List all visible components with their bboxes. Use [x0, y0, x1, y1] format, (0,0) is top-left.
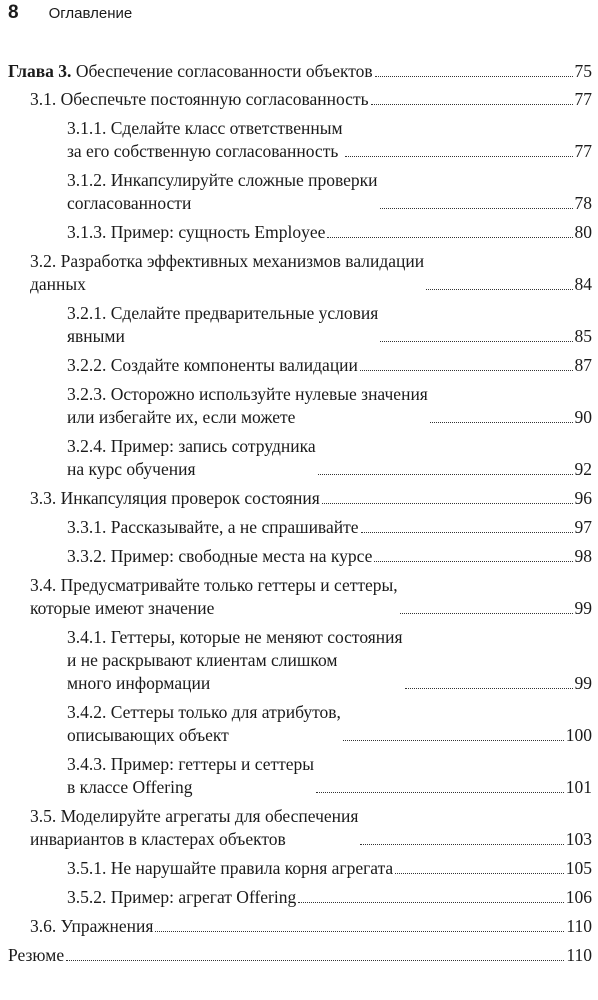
toc-page-number: 99	[574, 598, 592, 618]
toc-page-number: 75	[574, 61, 592, 81]
toc-entry-text: 3.1.2. Инкапсулируйте сложные проверки	[67, 170, 378, 190]
toc-entry-title	[67, 169, 378, 215]
toc-entry[interactable]	[0, 88, 598, 111]
dot-leader	[298, 902, 564, 903]
toc-page-number: 97	[574, 517, 592, 537]
toc-entry-text: 3.4.2. Сеттеры только для атрибутов,	[67, 702, 341, 722]
toc-page-number: 96	[574, 488, 592, 508]
toc-entry-title	[67, 545, 372, 568]
toc-entry-title	[8, 944, 64, 967]
toc-entry-title	[30, 250, 424, 296]
dot-leader	[426, 289, 572, 290]
toc-entry-line	[67, 516, 359, 539]
dot-leader	[343, 740, 564, 741]
running-title: Оглавление	[48, 5, 133, 22]
toc-entry-line	[67, 626, 403, 649]
toc-entry[interactable]	[0, 302, 598, 348]
toc-page-number: 110	[566, 945, 592, 965]
toc-entry-text: много информации	[67, 673, 211, 693]
toc-entry-title	[67, 354, 358, 377]
toc-page-number: 110	[566, 916, 592, 936]
toc-entry-title	[30, 805, 358, 851]
toc-page-number: 98	[574, 546, 592, 566]
toc-entry-title	[67, 117, 343, 163]
dot-leader	[380, 208, 573, 209]
toc-entry-title	[30, 487, 320, 510]
dot-leader	[318, 474, 573, 475]
toc-entry-title	[30, 915, 153, 938]
toc-entry-text: данных	[30, 274, 86, 294]
dot-leader	[375, 76, 573, 77]
toc-entry-title	[67, 221, 325, 244]
toc-entry-line	[8, 60, 373, 83]
dot-leader	[345, 156, 573, 157]
toc-entry-line	[67, 776, 314, 799]
toc-entry-text: или избегайте их, если можете	[67, 407, 296, 427]
toc-entry-line	[67, 753, 314, 776]
toc-page-number: 78	[574, 193, 592, 213]
toc-page-number: 106	[565, 887, 592, 907]
toc-entry[interactable]	[0, 383, 598, 429]
dot-leader	[360, 844, 563, 845]
toc-page-number: 92	[574, 459, 592, 479]
toc-page-number: 90	[574, 407, 592, 427]
toc-entry-line	[67, 325, 378, 348]
toc-entry-line	[67, 649, 403, 672]
toc-entry-text: 3.5.2. Пример: агрегат Offering	[67, 887, 297, 907]
toc-entry-line	[67, 354, 358, 377]
toc-entry-text: 3.1.1. Сделайте класс ответственным	[67, 118, 343, 138]
toc-page-number: 105	[565, 858, 592, 878]
toc-entry-line	[30, 487, 320, 510]
toc-entry-line	[67, 701, 341, 724]
toc-entry-title	[67, 701, 341, 747]
toc-entry-text: 3.2.1. Сделайте предварительные условия	[67, 303, 379, 323]
toc-entry-text: 3.4.3. Пример: геттеры и сеттеры	[67, 754, 315, 774]
toc-page-number: 84	[574, 274, 592, 294]
toc-entry-title	[67, 302, 378, 348]
toc-entry[interactable]	[0, 435, 598, 481]
toc-entry-line	[67, 857, 393, 880]
toc-entry-line	[67, 383, 428, 406]
toc-entry-text: согласованности	[67, 193, 192, 213]
toc-entry-line	[67, 221, 325, 244]
toc-entry-text: 3.4.1. Геттеры, которые не меняют состояния	[67, 627, 403, 647]
toc-entry-line	[67, 140, 343, 163]
toc-page-number: 100	[565, 725, 592, 745]
toc-entry[interactable]	[0, 354, 598, 377]
toc-entry-title	[8, 60, 373, 83]
toc-entry-text: описывающих объект	[67, 725, 229, 745]
dot-leader	[395, 873, 564, 874]
toc-entry[interactable]	[0, 117, 598, 163]
chapter-label: Глава 3.	[8, 61, 72, 81]
toc-entry-line	[67, 458, 316, 481]
toc-entry[interactable]	[0, 753, 598, 799]
toc-entry-line	[30, 828, 358, 851]
toc-entry-line	[67, 117, 343, 140]
toc-entry-line	[67, 435, 316, 458]
toc-entry-text: 3.2. Разработка эффективных механизмов валидации	[30, 251, 425, 271]
toc-entry-line	[30, 597, 398, 620]
toc-entry-line	[67, 672, 403, 695]
toc-entry-text: и не раскрывают клиентам слишком	[67, 650, 338, 670]
toc-entry[interactable]	[0, 701, 598, 747]
toc-entry-line	[67, 724, 341, 747]
toc-entry-line	[67, 886, 296, 909]
dot-leader	[380, 341, 572, 342]
toc-page-number: 101	[565, 777, 592, 797]
dot-leader	[322, 503, 573, 504]
toc-entry-line	[30, 273, 424, 296]
toc-entry-text: инвариантов в кластерах объектов	[30, 829, 286, 849]
toc-entry-line	[30, 805, 358, 828]
toc-entry[interactable]	[0, 221, 598, 244]
toc-entry-text: 3.3.2. Пример: свободные места на курсе	[67, 546, 373, 566]
toc-entry-text: 3.5.1. Не нарушайте правила корня агрегата	[67, 858, 394, 878]
toc-entry-text: 3.2.2. Создайте компоненты валидации	[67, 355, 358, 375]
toc-entry-text: Резюме	[8, 945, 65, 965]
dot-leader	[430, 422, 573, 423]
dot-leader	[327, 237, 572, 238]
toc-entry-text: которые имеют значение	[30, 598, 215, 618]
toc-entry-title	[67, 886, 296, 909]
dot-leader	[155, 931, 564, 932]
toc-entry-line	[30, 88, 369, 111]
toc-entry-text: 3.3.1. Рассказывайте, а не спрашивайте	[67, 517, 359, 537]
toc-entry-line	[30, 574, 398, 597]
toc-entry-title	[67, 857, 393, 880]
toc-entry-text: в классе Offering	[67, 777, 193, 797]
toc-entry[interactable]	[0, 944, 598, 967]
dot-leader	[316, 792, 564, 793]
toc-entry-text: за его собственную согласованность	[67, 141, 339, 161]
toc-entry-text: 3.1.3. Пример: сущность Employee	[67, 222, 326, 242]
toc-page-number: 85	[574, 326, 592, 346]
toc-entry-text: на курс обучения	[67, 459, 196, 479]
toc-entry-text: явными	[67, 326, 125, 346]
toc-entry[interactable]	[0, 169, 598, 215]
dot-leader	[371, 104, 573, 105]
toc-page-number: 77	[574, 141, 592, 161]
toc-entry[interactable]	[0, 250, 598, 296]
toc-entry-line	[67, 406, 428, 429]
toc-entry-title	[67, 435, 316, 481]
dot-leader	[361, 532, 573, 533]
toc-entry-text: 3.1. Обеспечьте постоянную согласованность	[30, 89, 369, 109]
toc-page-number: 99	[574, 673, 592, 693]
dot-leader	[374, 561, 572, 562]
toc-entry[interactable]	[0, 626, 598, 695]
dot-leader	[66, 960, 564, 961]
toc-entry[interactable]	[0, 857, 598, 880]
toc-page-number: 80	[574, 222, 592, 242]
toc-entry-text: Обеспечение согласованности объектов	[75, 61, 373, 81]
toc-entry[interactable]	[0, 915, 598, 938]
dot-leader	[405, 688, 573, 689]
toc-entry-line	[8, 944, 64, 967]
toc-entry-title	[67, 516, 359, 539]
toc-entry-title	[67, 383, 428, 429]
toc-entry[interactable]	[0, 574, 598, 620]
toc-entry-line	[67, 192, 378, 215]
toc-entry-text: 3.2.3. Осторожно используйте нулевые значения	[67, 384, 428, 404]
toc-entry-text: 3.2.4. Пример: запись сотрудника	[67, 436, 316, 456]
toc-entry-title	[30, 574, 398, 620]
running-head	[0, 2, 598, 28]
toc-page-number: 77	[574, 89, 592, 109]
toc-entry[interactable]	[0, 516, 598, 539]
toc-entry-line	[67, 169, 378, 192]
toc-entry-text: 3.6. Упражнения	[30, 916, 154, 936]
toc-entry-line	[67, 302, 378, 325]
table-of-contents	[0, 60, 598, 967]
toc-entry-line	[30, 915, 153, 938]
toc-entry[interactable]	[0, 545, 598, 568]
toc-entry-text: 3.4. Предусматривайте только геттеры и сеттеры,	[30, 575, 398, 595]
toc-entry-text: 3.5. Моделируйте агрегаты для обеспечения	[30, 806, 359, 826]
toc-entry-line	[67, 545, 372, 568]
toc-entry[interactable]	[0, 886, 598, 909]
toc-page-number: 87	[574, 355, 592, 375]
page-number: 8	[8, 2, 19, 23]
toc-entry[interactable]	[0, 487, 598, 510]
toc-entry-title	[67, 626, 403, 695]
toc-entry[interactable]	[0, 805, 598, 851]
toc-entry-title	[67, 753, 314, 799]
toc-entry[interactable]	[0, 60, 598, 83]
dot-leader	[360, 370, 573, 371]
dot-leader	[400, 613, 573, 614]
toc-entry-text: 3.3. Инкапсуляция проверок состояния	[30, 488, 320, 508]
toc-entry-line	[30, 250, 424, 273]
toc-entry-title	[30, 88, 369, 111]
toc-page-number: 103	[565, 829, 592, 849]
